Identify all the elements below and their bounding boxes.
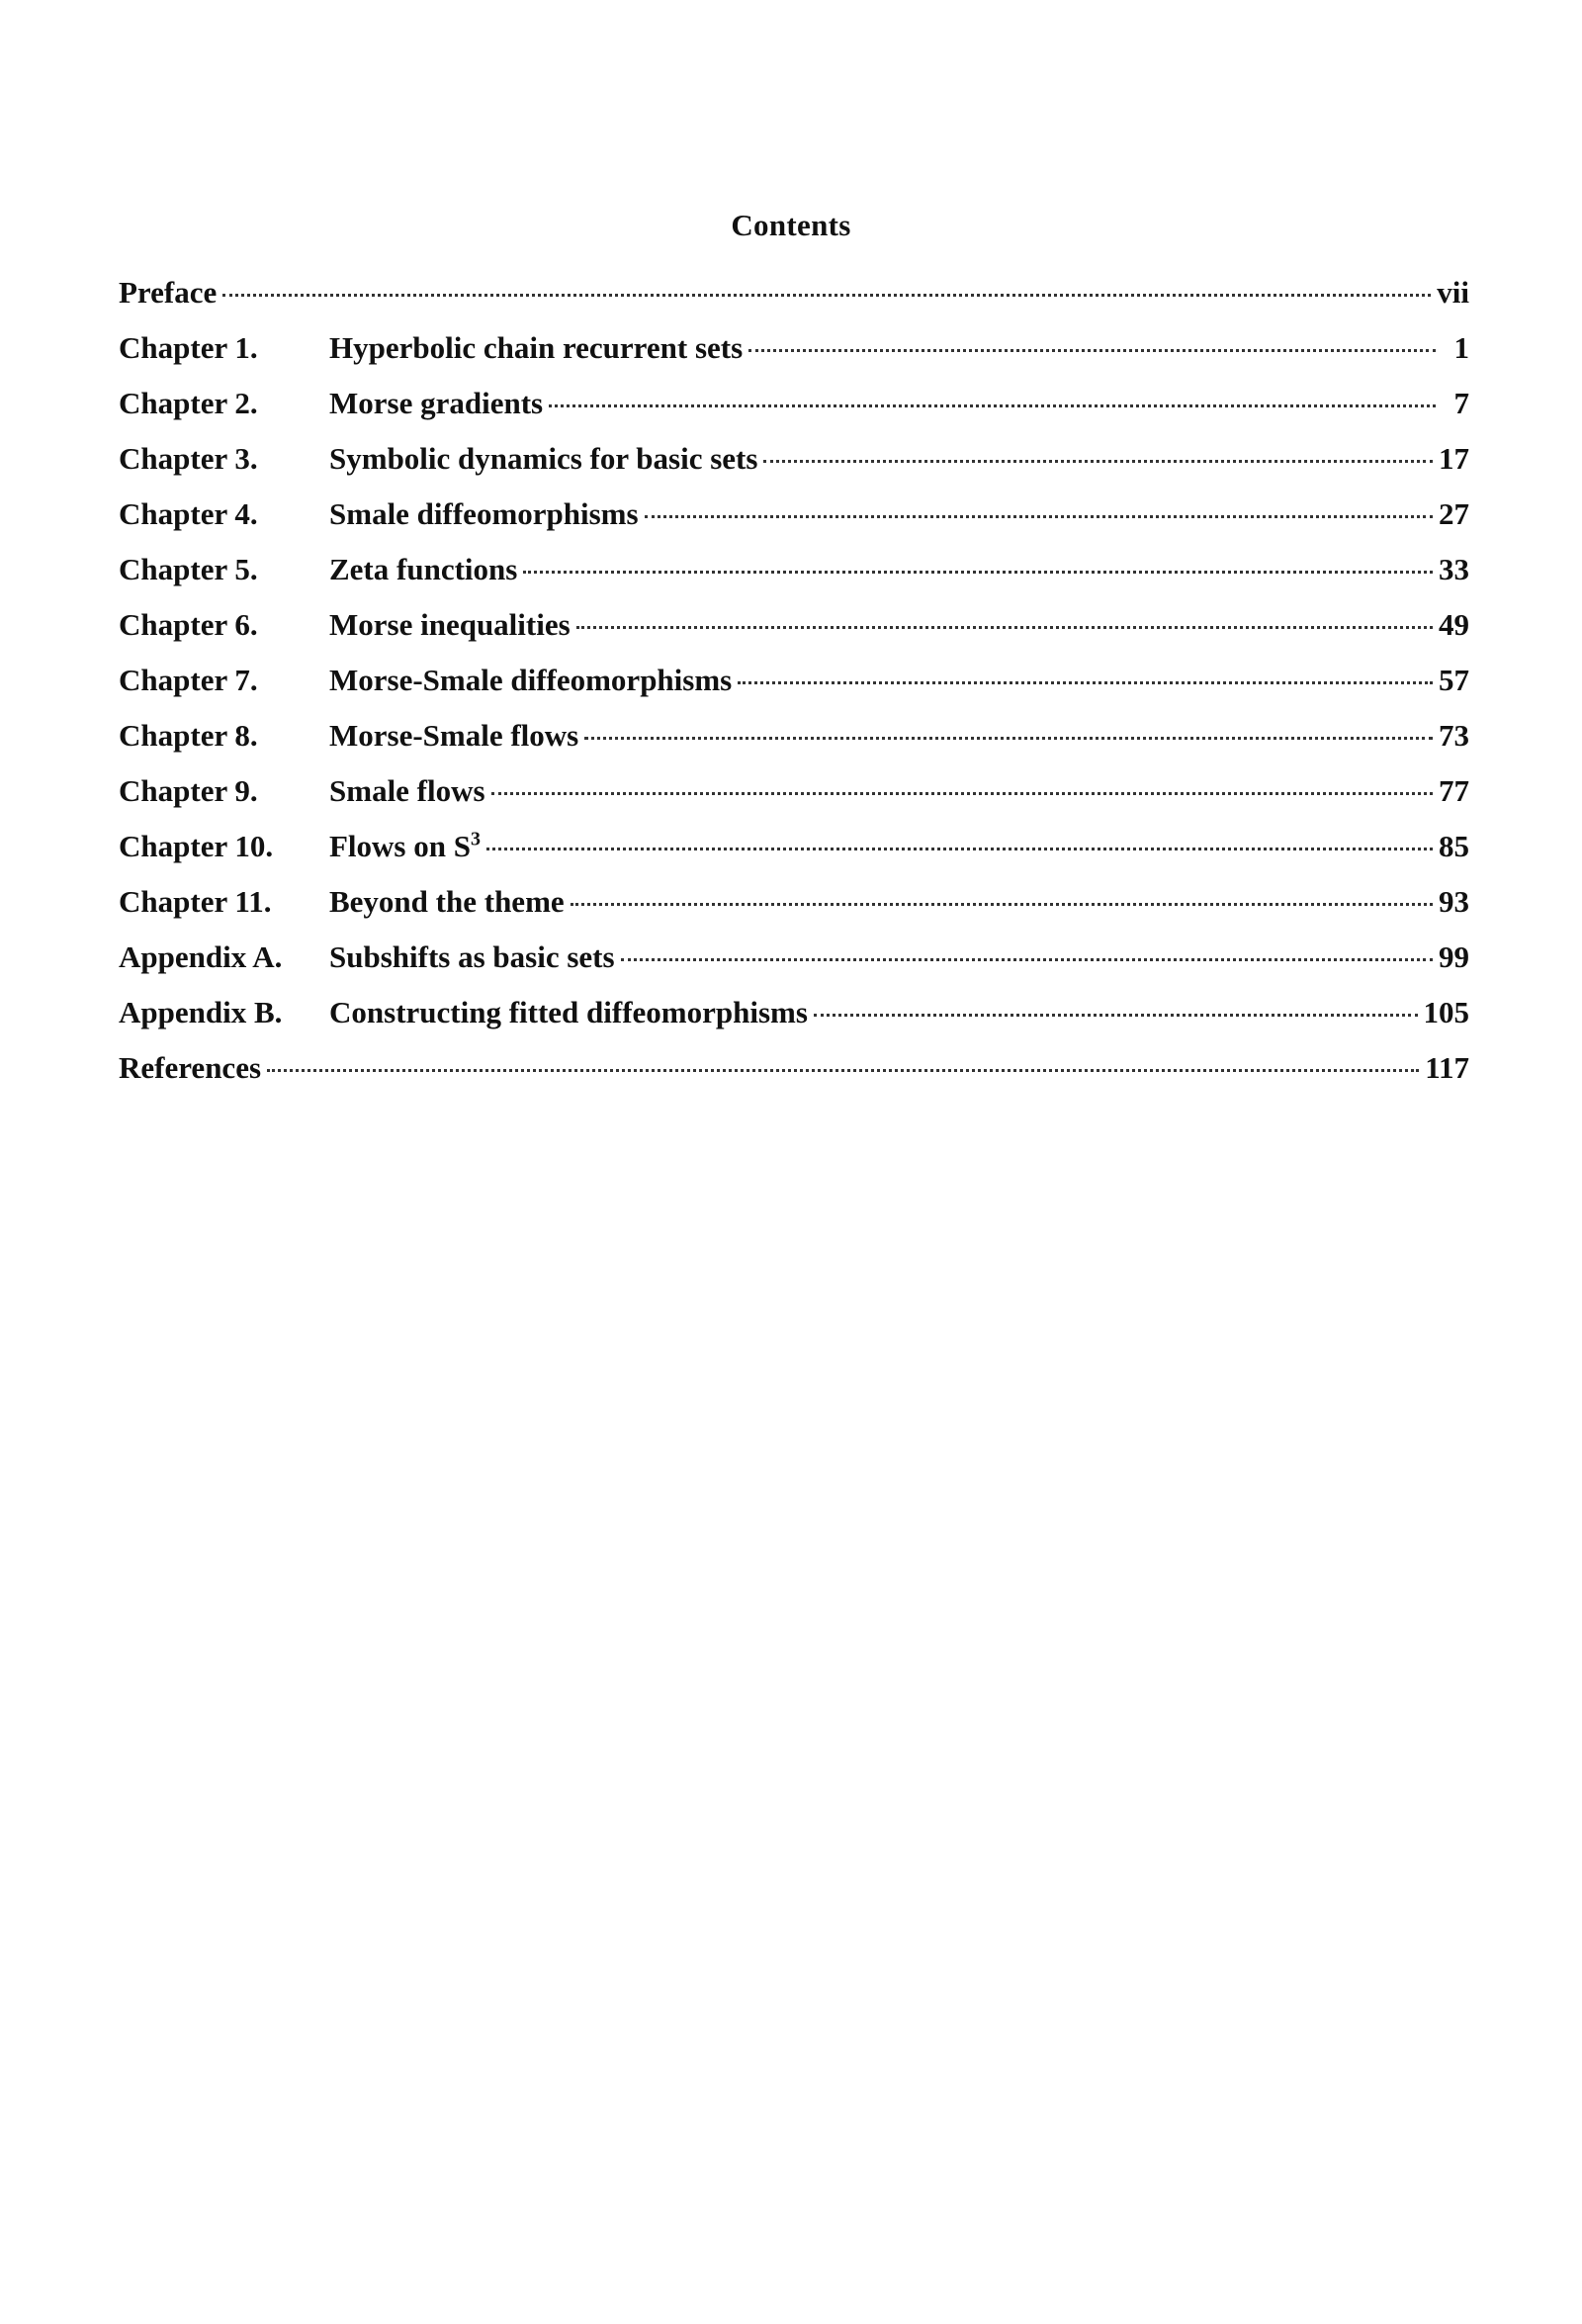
- entry-label: Chapter 9.: [119, 773, 258, 808]
- entry-title: Morse gradients: [329, 386, 544, 420]
- entry-title: Smale diffeomorphisms: [329, 496, 639, 531]
- entry-label: Chapter 2.: [119, 386, 258, 420]
- entry-title: Flows on S: [329, 829, 471, 863]
- dot-leader: [571, 903, 1433, 906]
- entry-label: Chapter 11.: [119, 884, 272, 919]
- dot-leader: [222, 294, 1431, 297]
- toc-entry-chapter-4[interactable]: [119, 496, 1469, 552]
- entry-title: References: [119, 1050, 262, 1085]
- entry-page-number: 85: [1439, 829, 1469, 863]
- entry-page-number: 7: [1453, 386, 1469, 420]
- dot-leader: [645, 515, 1433, 518]
- entry-page-number: 99: [1439, 939, 1469, 974]
- entry-title: Morse-Smale diffeomorphisms: [329, 663, 733, 697]
- entry-label: Chapter 10.: [119, 829, 274, 863]
- entry-label: Appendix A.: [119, 939, 283, 974]
- entry-label: Chapter 3.: [119, 441, 258, 476]
- dot-leader: [748, 349, 1436, 352]
- entry-title-with-superscript: [329, 829, 481, 864]
- entry-title: Beyond the theme: [329, 884, 565, 919]
- entry-page-number: vii: [1437, 275, 1469, 310]
- entry-page-number: 93: [1439, 884, 1469, 919]
- toc-entry-appendix-a[interactable]: [119, 939, 1469, 995]
- entry-label: Chapter 7.: [119, 663, 258, 697]
- entry-label: Appendix B.: [119, 995, 283, 1029]
- dot-leader: [486, 848, 1433, 850]
- toc-entry-references[interactable]: [119, 1050, 1469, 1106]
- dot-leader: [584, 737, 1433, 740]
- toc-entry-chapter-9[interactable]: [119, 773, 1469, 829]
- entry-title: Morse-Smale flows: [329, 718, 579, 753]
- toc-entry-preface[interactable]: [119, 275, 1469, 330]
- entry-label: Chapter 1.: [119, 330, 258, 365]
- dot-leader: [814, 1014, 1418, 1017]
- page-title: Contents: [731, 208, 851, 242]
- toc-entry-chapter-8[interactable]: [119, 718, 1469, 773]
- entry-title: Constructing fitted diffeomorphisms: [329, 995, 808, 1029]
- entry-page-number: 27: [1439, 496, 1469, 531]
- entry-title: Symbolic dynamics for basic sets: [329, 441, 758, 476]
- dot-leader: [763, 460, 1433, 463]
- toc-entry-chapter-3[interactable]: [119, 441, 1469, 496]
- dot-leader: [267, 1069, 1419, 1072]
- entry-page-number: 33: [1439, 552, 1469, 586]
- entry-title-superscript: 3: [470, 828, 481, 850]
- toc-entry-chapter-10[interactable]: [119, 829, 1469, 884]
- entry-page-number: 73: [1439, 718, 1469, 753]
- dot-leader: [491, 792, 1433, 795]
- toc-entry-chapter-1[interactable]: [119, 330, 1469, 386]
- entry-title: Zeta functions: [329, 552, 518, 586]
- entry-page-number: 17: [1439, 441, 1469, 476]
- entry-title: Morse inequalities: [329, 607, 571, 642]
- entry-title: Smale flows: [329, 773, 485, 808]
- dot-leader: [549, 404, 1436, 407]
- entry-page-number: 105: [1423, 995, 1469, 1029]
- entry-page-number: 1: [1453, 330, 1469, 365]
- toc-entry-chapter-11[interactable]: [119, 884, 1469, 939]
- entry-title: Preface: [119, 275, 218, 310]
- dot-leader: [738, 681, 1433, 684]
- entry-label: Chapter 5.: [119, 552, 258, 586]
- entry-label: Chapter 4.: [119, 496, 258, 531]
- entry-label: Chapter 8.: [119, 718, 258, 753]
- entry-page-number: 49: [1439, 607, 1469, 642]
- toc-entry-chapter-6[interactable]: [119, 607, 1469, 663]
- toc-entry-chapter-7[interactable]: [119, 663, 1469, 718]
- table-of-contents: [119, 275, 1469, 1106]
- dot-leader: [576, 626, 1433, 629]
- entry-title: Hyperbolic chain recurrent sets: [329, 330, 744, 365]
- dot-leader: [621, 958, 1433, 961]
- entry-title: Subshifts as basic sets: [329, 939, 615, 974]
- toc-entry-chapter-5[interactable]: [119, 552, 1469, 607]
- entry-page-number: 57: [1439, 663, 1469, 697]
- entry-page-number: 117: [1425, 1050, 1469, 1085]
- toc-entry-chapter-2[interactable]: [119, 386, 1469, 441]
- entry-label: Chapter 6.: [119, 607, 258, 642]
- dot-leader: [523, 571, 1433, 574]
- entry-page-number: 77: [1439, 773, 1469, 808]
- toc-entry-appendix-b[interactable]: [119, 995, 1469, 1050]
